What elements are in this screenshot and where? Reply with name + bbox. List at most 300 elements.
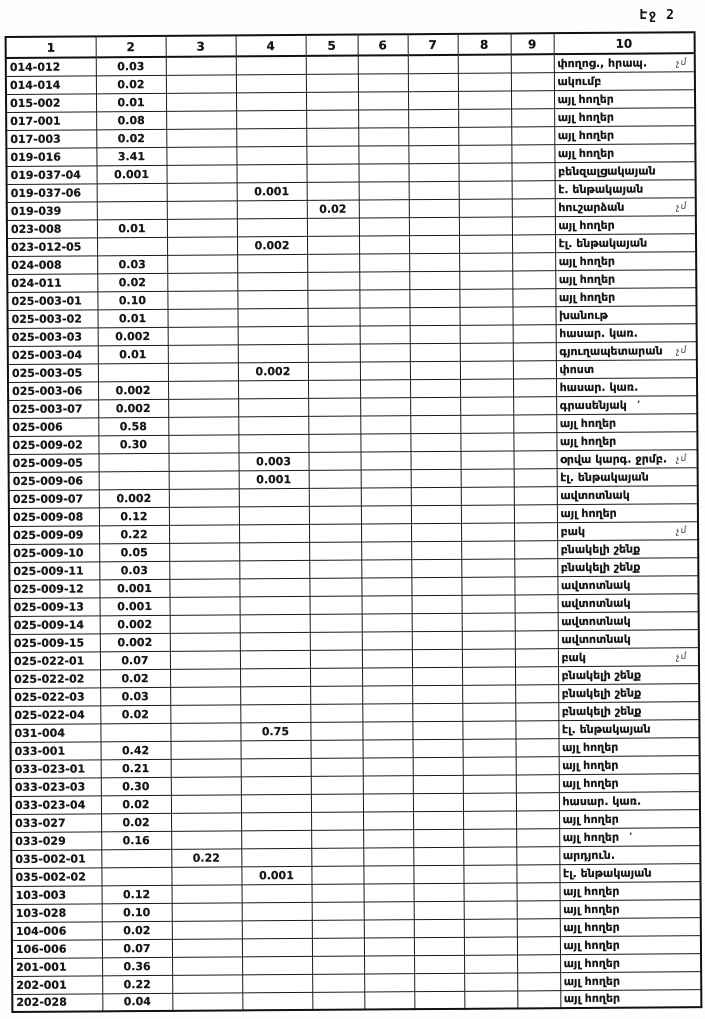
land-use-cell: փոստ xyxy=(556,359,697,378)
area-value-cell xyxy=(460,342,513,360)
page-number-label: Էջ 2 xyxy=(639,8,675,23)
area-value-cell xyxy=(458,144,511,162)
area-value-cell xyxy=(170,614,240,632)
parcel-code-cell: 025-003-06 xyxy=(8,381,98,400)
area-value-cell xyxy=(362,721,412,739)
area-value-cell xyxy=(413,847,463,865)
area-value-cell xyxy=(512,270,555,288)
area-value-cell xyxy=(240,650,310,668)
land-use-cell: այլ հողեր xyxy=(560,935,701,954)
area-value-cell xyxy=(308,326,360,344)
area-value-cell xyxy=(359,253,409,271)
area-value-cell xyxy=(511,90,554,108)
area-value-cell xyxy=(239,524,309,542)
area-value-cell xyxy=(241,794,311,812)
land-use-cell: այլ հողեր xyxy=(560,989,701,1008)
area-value-cell xyxy=(515,594,558,612)
land-use-cell: այլ հողեր xyxy=(554,125,695,144)
parcel-code-cell: 031-004 xyxy=(10,723,100,742)
area-value-cell xyxy=(239,542,309,560)
area-value-cell xyxy=(461,504,514,522)
land-use-cell: բնակելի շենք xyxy=(557,557,698,576)
handwritten-margin-note: չմ xyxy=(675,525,689,537)
area-value-cell xyxy=(242,938,312,956)
area-value-cell xyxy=(238,434,308,452)
area-value-cell xyxy=(363,811,413,829)
area-value-cell xyxy=(167,272,237,290)
area-value-cell xyxy=(310,668,362,686)
area-value-cell xyxy=(517,972,560,990)
area-value-cell xyxy=(462,648,515,666)
area-value-cell xyxy=(512,198,555,216)
area-value-cell xyxy=(241,812,311,830)
parcel-code-cell: 104-006 xyxy=(12,921,102,940)
area-value-cell xyxy=(460,414,513,432)
area-value-cell xyxy=(239,578,309,596)
area-value-cell: 0.10 xyxy=(97,291,167,309)
area-value-cell: 0.03 xyxy=(100,687,170,705)
area-value-cell xyxy=(361,469,411,487)
parcel-code-cell: 025-022-02 xyxy=(10,669,100,688)
area-value-cell xyxy=(307,254,359,272)
area-value-cell xyxy=(511,144,554,162)
area-value-cell: 0.16 xyxy=(101,831,171,849)
land-use-cell: այլ հողեր xyxy=(554,89,695,108)
area-value-cell xyxy=(168,362,238,380)
area-value-cell: 0.01 xyxy=(98,345,168,363)
area-value-cell xyxy=(240,596,310,614)
land-use-cell: ավտոտնակ xyxy=(557,485,698,504)
area-value-cell xyxy=(169,452,239,470)
area-value-cell xyxy=(458,72,511,90)
area-value-cell xyxy=(513,324,556,342)
area-value-cell xyxy=(99,471,169,489)
area-value-cell xyxy=(464,954,517,972)
area-value-cell: 0.02 xyxy=(101,795,171,813)
area-value-cell xyxy=(312,938,364,956)
area-value-cell xyxy=(411,559,461,577)
area-value-cell xyxy=(516,828,559,846)
area-value-cell xyxy=(307,218,359,236)
area-value-cell xyxy=(364,883,414,901)
area-value-cell xyxy=(167,218,237,236)
area-value-cell xyxy=(171,812,241,830)
area-value-cell xyxy=(309,542,361,560)
area-value-cell xyxy=(459,306,512,324)
area-value-cell xyxy=(514,540,557,558)
area-value-cell xyxy=(361,541,411,559)
area-value-cell xyxy=(306,128,358,146)
land-use-cell: այլ հողեր xyxy=(559,809,700,828)
area-value-cell: 0.12 xyxy=(102,885,172,903)
area-value-cell xyxy=(236,110,306,128)
column-header: 8 xyxy=(458,33,511,54)
land-use-cell: է. ենթակայան xyxy=(555,179,696,198)
area-value-cell: 0.001 xyxy=(237,182,307,200)
area-value-cell xyxy=(168,434,238,452)
area-value-cell xyxy=(517,918,560,936)
area-value-cell xyxy=(309,452,361,470)
column-header: 9 xyxy=(511,33,554,54)
land-use-cell: այլ հողեր xyxy=(555,251,696,270)
area-value-cell xyxy=(460,396,513,414)
area-value-cell xyxy=(410,451,460,469)
area-value-cell xyxy=(409,289,459,307)
area-value-cell xyxy=(171,740,241,758)
area-value-cell xyxy=(170,668,240,686)
area-value-cell xyxy=(169,578,239,596)
area-value-cell xyxy=(238,398,308,416)
area-value-cell xyxy=(516,774,559,792)
area-value-cell xyxy=(169,506,239,524)
parcel-code-cell: 103-028 xyxy=(12,903,102,922)
area-value-cell xyxy=(514,504,557,522)
area-value-cell xyxy=(312,902,364,920)
area-value-cell xyxy=(172,902,242,920)
area-value-cell xyxy=(358,55,408,73)
handwritten-margin-note: չմ xyxy=(675,201,689,213)
area-value-cell xyxy=(463,756,516,774)
area-value-cell xyxy=(462,720,515,738)
area-value-cell xyxy=(459,270,512,288)
area-value-cell xyxy=(413,793,463,811)
land-use-cell: այլ հողեր xyxy=(560,917,701,936)
area-value-cell xyxy=(310,650,362,668)
area-value-cell xyxy=(237,272,307,290)
area-value-cell: 0.01 xyxy=(98,309,168,327)
area-value-cell xyxy=(309,488,361,506)
land-use-cell: գյուղապետարան xyxy=(556,341,697,360)
area-value-cell xyxy=(412,649,462,667)
area-value-cell xyxy=(358,163,408,181)
area-value-cell: 0.002 xyxy=(98,381,168,399)
column-header: 3 xyxy=(166,35,236,56)
area-value-cell xyxy=(459,180,512,198)
area-value-cell: 0.002 xyxy=(237,236,307,254)
area-value-cell xyxy=(412,595,462,613)
area-value-cell xyxy=(464,990,517,1008)
area-value-cell xyxy=(460,360,513,378)
column-header: 1 xyxy=(6,36,96,58)
area-value-cell xyxy=(364,937,414,955)
area-value-cell xyxy=(311,794,363,812)
parcel-code-cell: 025-009-15 xyxy=(10,633,100,652)
area-value-cell xyxy=(513,432,556,450)
area-value-cell xyxy=(414,937,464,955)
parcel-code-cell: 017-001 xyxy=(6,111,96,130)
area-value-cell xyxy=(464,918,517,936)
area-value-cell xyxy=(359,217,409,235)
area-value-cell xyxy=(167,290,237,308)
area-value-cell xyxy=(413,757,463,775)
parcel-code-cell: 025-009-11 xyxy=(9,561,99,580)
area-value-cell xyxy=(97,237,167,255)
area-value-cell: 0.02 xyxy=(96,129,166,147)
area-value-cell xyxy=(408,109,458,127)
area-value-cell xyxy=(408,163,458,181)
area-value-cell xyxy=(410,415,460,433)
column-header: 5 xyxy=(306,35,358,56)
handwritten-margin-note: չմ xyxy=(675,57,689,69)
parcel-code-cell: 025-009-12 xyxy=(9,579,99,598)
area-value-cell xyxy=(167,182,237,200)
area-value-cell xyxy=(238,416,308,434)
parcel-code-cell: 025-003-03 xyxy=(8,327,98,346)
land-use-cell: այլ հողեր xyxy=(555,269,696,288)
land-use-cell: էլ. ենթակայան xyxy=(558,719,699,738)
area-value-cell xyxy=(172,920,242,938)
area-value-cell xyxy=(358,145,408,163)
area-value-cell xyxy=(412,685,462,703)
land-use-cell: բնակելի շենք xyxy=(558,701,699,720)
area-value-cell xyxy=(412,613,462,631)
area-value-cell xyxy=(408,91,458,109)
area-value-cell xyxy=(172,992,242,1010)
area-value-cell xyxy=(364,919,414,937)
area-value-cell xyxy=(514,486,557,504)
area-value-cell xyxy=(516,810,559,828)
area-value-cell xyxy=(461,558,514,576)
area-value-cell xyxy=(241,758,311,776)
area-value-cell: 0.02 xyxy=(97,273,167,291)
area-value-cell: 0.002 xyxy=(98,399,168,417)
land-use-cell: այլ հողեր xyxy=(560,899,701,918)
parcel-code-cell: 025-009-06 xyxy=(9,471,99,490)
area-value-cell xyxy=(100,723,170,741)
area-value-cell xyxy=(170,686,240,704)
area-value-cell xyxy=(170,632,240,650)
area-value-cell xyxy=(460,450,513,468)
area-value-cell xyxy=(413,775,463,793)
area-value-cell: 0.01 xyxy=(96,93,166,111)
area-value-cell xyxy=(512,252,555,270)
area-value-cell xyxy=(516,738,559,756)
area-value-cell xyxy=(414,919,464,937)
area-value-cell xyxy=(167,236,237,254)
parcel-code-cell: 025-022-01 xyxy=(10,651,100,670)
parcel-code-cell: 035-002-02 xyxy=(11,867,101,886)
area-value-cell xyxy=(308,434,360,452)
area-value-cell xyxy=(511,54,554,72)
area-value-cell xyxy=(312,884,364,902)
parcel-code-cell: 019-037-06 xyxy=(7,183,97,202)
parcel-code-cell: 033-023-03 xyxy=(11,777,101,796)
parcel-code-cell: 025-009-09 xyxy=(9,525,99,544)
area-value-cell xyxy=(308,344,360,362)
area-value-cell xyxy=(515,666,558,684)
area-value-cell xyxy=(171,794,241,812)
area-value-cell xyxy=(363,757,413,775)
area-value-cell xyxy=(312,974,364,992)
area-value-cell xyxy=(359,235,409,253)
land-use-cell: էլ. ենթակայան xyxy=(555,233,696,252)
area-value-cell: 0.10 xyxy=(102,903,172,921)
area-value-cell xyxy=(461,522,514,540)
area-value-cell xyxy=(309,578,361,596)
area-value-cell xyxy=(513,342,556,360)
area-value-cell xyxy=(171,758,241,776)
area-value-cell xyxy=(363,829,413,847)
area-value-cell: 0.07 xyxy=(100,651,170,669)
area-value-cell xyxy=(408,145,458,163)
area-value-cell xyxy=(236,164,306,182)
area-value-cell xyxy=(236,128,306,146)
area-value-cell xyxy=(362,613,412,631)
parcel-code-cell: 025-003-05 xyxy=(8,363,98,382)
area-value-cell xyxy=(461,540,514,558)
handwritten-margin-note: չմ xyxy=(675,651,689,663)
area-value-cell xyxy=(414,991,464,1009)
area-value-cell xyxy=(312,920,364,938)
area-value-cell xyxy=(514,522,557,540)
land-use-cell: այլ հողեր xyxy=(556,413,697,432)
parcel-code-cell: 025-009-05 xyxy=(9,453,99,472)
area-value-cell: 3.41 xyxy=(96,147,166,165)
area-value-cell xyxy=(311,812,363,830)
area-value-cell xyxy=(414,883,464,901)
area-value-cell xyxy=(364,973,414,991)
area-value-cell xyxy=(413,811,463,829)
area-value-cell xyxy=(172,956,242,974)
area-value-cell xyxy=(236,92,306,110)
land-use-cell: օրվա կարգ. ջրմբ. xyxy=(556,449,697,468)
area-value-cell xyxy=(168,398,238,416)
parcel-code-cell: 023-012-05 xyxy=(7,237,97,256)
land-use-cell: ավտոտնակ xyxy=(558,629,699,648)
parcel-code-cell: 202-001 xyxy=(12,975,102,994)
area-value-cell: 0.36 xyxy=(102,957,172,975)
handwritten-margin-note: չմ xyxy=(675,453,689,465)
area-value-cell xyxy=(238,344,308,362)
area-value-cell xyxy=(464,936,517,954)
area-value-cell xyxy=(363,793,413,811)
land-use-cell: այլ հողեր xyxy=(557,503,698,522)
area-value-cell xyxy=(515,612,558,630)
area-value-cell xyxy=(363,739,413,757)
area-value-cell xyxy=(358,127,408,145)
land-parcel-table-wrapper xyxy=(5,31,701,1013)
land-use-cell: այլ հողեր xyxy=(555,215,696,234)
area-value-cell xyxy=(167,308,237,326)
area-value-cell xyxy=(306,56,358,74)
area-value-cell xyxy=(308,380,360,398)
area-value-cell: 0.001 xyxy=(96,165,166,183)
area-value-cell: 0.001 xyxy=(100,597,170,615)
area-value-cell xyxy=(239,560,309,578)
area-value-cell xyxy=(511,108,554,126)
area-value-cell xyxy=(359,199,409,217)
area-value-cell: 0.22 xyxy=(171,848,241,866)
land-use-cell: հասար. կառ. xyxy=(559,791,700,810)
parcel-code-cell: 025-022-04 xyxy=(10,705,100,724)
area-value-cell xyxy=(361,559,411,577)
area-value-cell xyxy=(99,453,169,471)
handwritten-margin-note: չմ xyxy=(675,345,689,357)
area-value-cell xyxy=(241,776,311,794)
parcel-code-cell: 201-001 xyxy=(12,957,102,976)
area-value-cell: 0.001 xyxy=(99,579,169,597)
area-value-cell xyxy=(242,992,312,1010)
area-value-cell xyxy=(462,702,515,720)
area-value-cell: 0.002 xyxy=(98,327,168,345)
area-value-cell xyxy=(409,199,459,217)
area-value-cell: 0.22 xyxy=(99,525,169,543)
area-value-cell xyxy=(168,416,238,434)
area-value-cell xyxy=(411,505,461,523)
area-value-cell xyxy=(463,828,516,846)
area-value-cell xyxy=(361,487,411,505)
area-value-cell xyxy=(312,956,364,974)
parcel-code-cell: 023-008 xyxy=(7,219,97,238)
parcel-code-cell: 033-027 xyxy=(11,813,101,832)
land-use-cell: հուշարձան xyxy=(555,197,696,216)
area-value-cell xyxy=(238,380,308,398)
area-value-cell xyxy=(169,470,239,488)
area-value-cell xyxy=(514,576,557,594)
area-value-cell xyxy=(307,236,359,254)
area-value-cell: 0.04 xyxy=(102,993,172,1011)
area-value-cell xyxy=(166,110,236,128)
area-value-cell xyxy=(237,290,307,308)
parcel-code-cell: 025-003-07 xyxy=(8,399,98,418)
land-use-cell: այլ հողեր xyxy=(559,737,700,756)
area-value-cell xyxy=(309,470,361,488)
land-use-cell: ակումբ xyxy=(554,71,695,90)
area-value-cell xyxy=(309,524,361,542)
area-value-cell xyxy=(362,631,412,649)
area-value-cell xyxy=(459,216,512,234)
parcel-code-cell: 033-023-04 xyxy=(11,795,101,814)
area-value-cell xyxy=(170,650,240,668)
area-value-cell xyxy=(310,704,362,722)
area-value-cell xyxy=(513,450,556,468)
area-value-cell xyxy=(515,720,558,738)
area-value-cell xyxy=(242,920,312,938)
land-use-cell: այլ հողեր xyxy=(555,287,696,306)
area-value-cell xyxy=(311,830,363,848)
area-value-cell xyxy=(514,468,557,486)
area-value-cell: 0.42 xyxy=(101,741,171,759)
area-value-cell xyxy=(306,164,358,182)
parcel-code-cell: 025-009-08 xyxy=(9,507,99,526)
area-value-cell xyxy=(241,848,311,866)
area-value-cell xyxy=(309,506,361,524)
area-value-cell xyxy=(308,362,360,380)
area-value-cell xyxy=(516,846,559,864)
area-value-cell: 0.01 xyxy=(97,219,167,237)
area-value-cell xyxy=(171,776,241,794)
land-use-cell: բնակելի շենք xyxy=(558,683,699,702)
area-value-cell xyxy=(237,218,307,236)
area-value-cell: 0.001 xyxy=(239,470,309,488)
area-value-cell xyxy=(362,595,412,613)
area-value-cell xyxy=(411,487,461,505)
area-value-cell xyxy=(169,488,239,506)
area-value-cell: 0.75 xyxy=(240,722,310,740)
area-value-cell xyxy=(362,667,412,685)
land-use-cell: ավտոտնակ xyxy=(557,593,698,612)
area-value-cell: 0.12 xyxy=(99,507,169,525)
area-value-cell xyxy=(460,378,513,396)
area-value-cell xyxy=(170,596,240,614)
area-value-cell xyxy=(410,397,460,415)
area-value-cell xyxy=(463,774,516,792)
area-value-cell xyxy=(241,740,311,758)
area-value-cell xyxy=(411,577,461,595)
area-value-cell xyxy=(462,684,515,702)
area-value-cell: 0.22 xyxy=(102,975,172,993)
area-value-cell xyxy=(410,379,460,397)
